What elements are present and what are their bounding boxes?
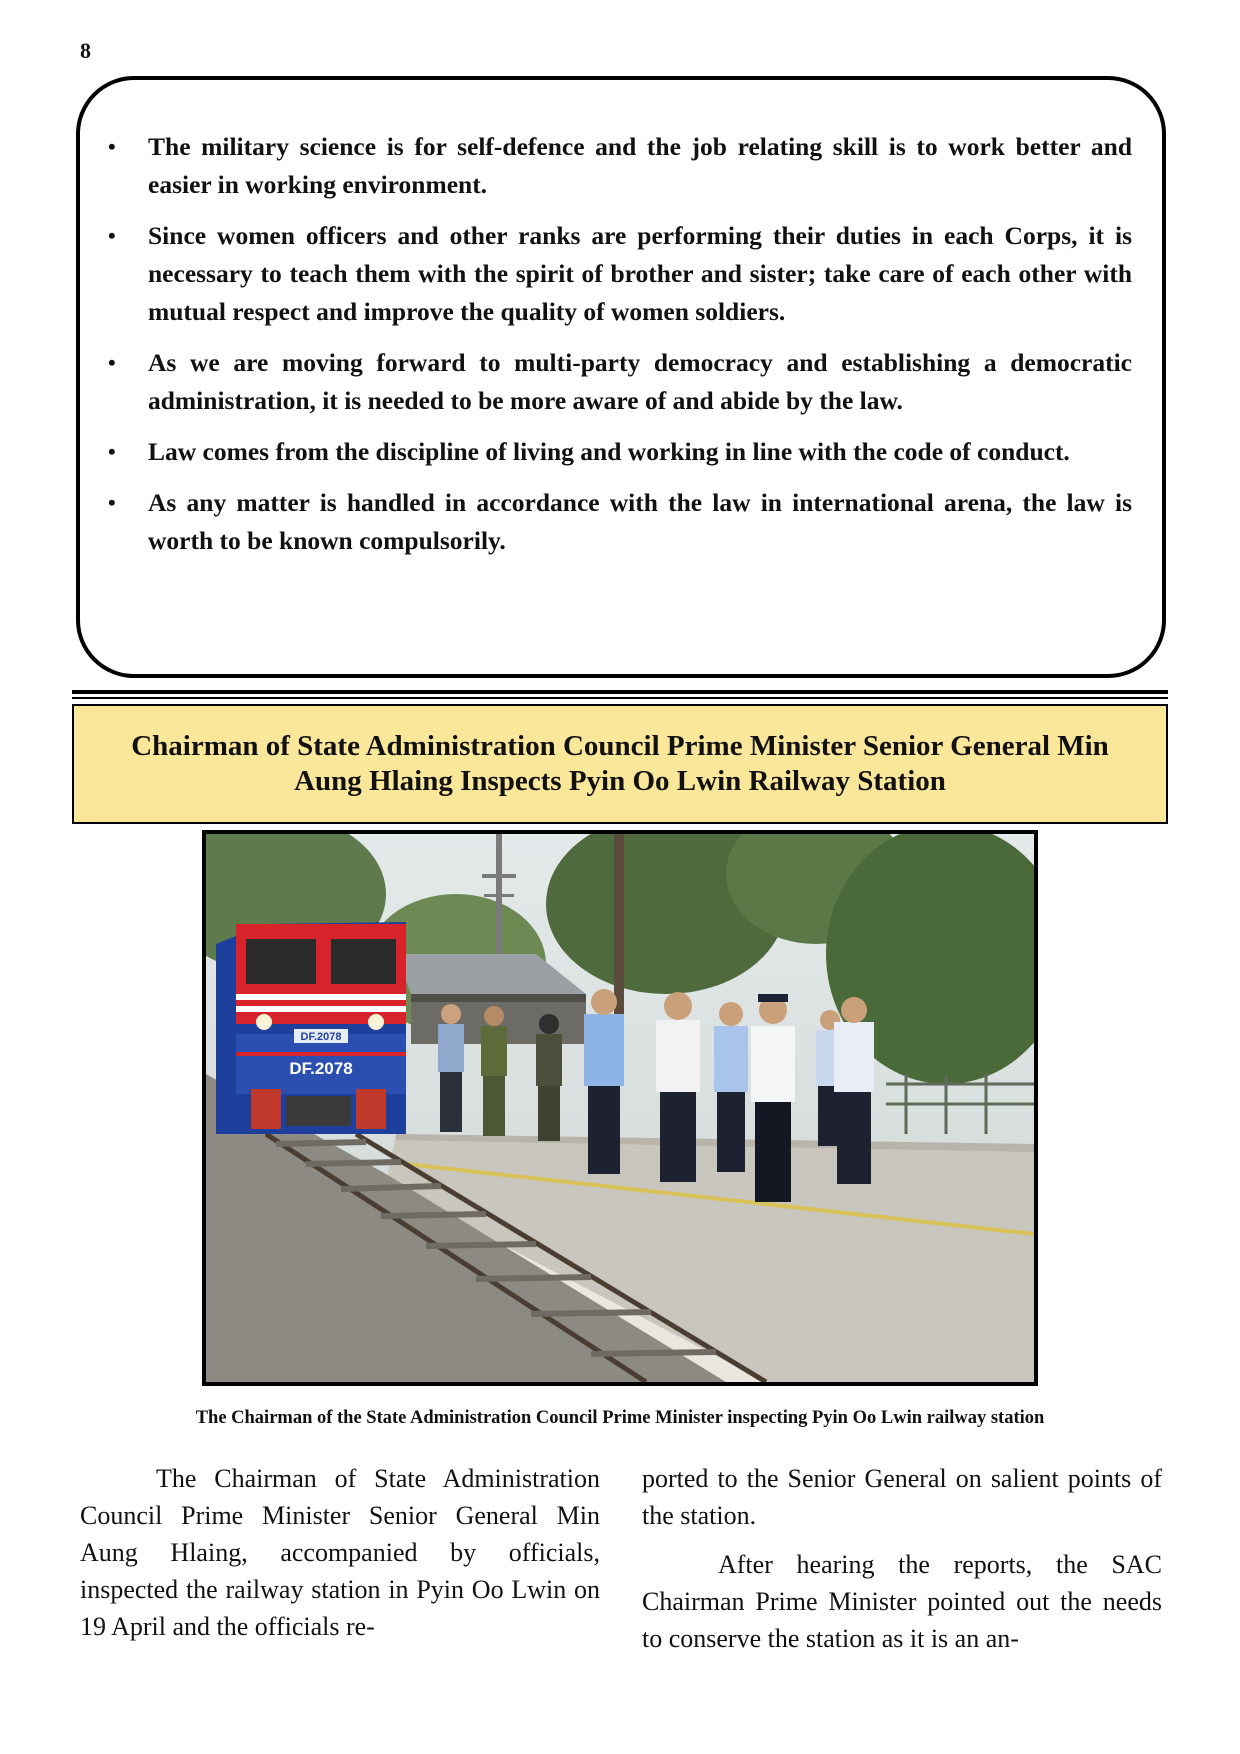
key-point-text: Law comes from the discipline of living and working in line with the code of conduct. bbox=[148, 437, 1070, 466]
locomotive bbox=[216, 922, 406, 1134]
article-paragraph: After hearing the reports, the SAC Chairman Prime Minister pointed out the needs to conserve the station as it is an an- bbox=[642, 1550, 1162, 1653]
loco-number-plate-top: DF.2078 bbox=[300, 1031, 342, 1043]
bullet-icon: • bbox=[108, 490, 116, 515]
section-divider-thick bbox=[72, 690, 1168, 694]
photo-caption: The Chairman of the State Administration Council Prime Minister inspecting Pyin Oo Lwin railway station bbox=[195, 1408, 1045, 1428]
key-point-text: Since women officers and other ranks are performing their duties in each Corps, it is necessary to teach them with the spirit of brother and sister; take care of each other with mutual respect and improve the quality of women soldiers. bbox=[148, 221, 1132, 326]
article-headline bbox=[72, 704, 1168, 824]
loco-number-front: DF.2078 bbox=[289, 1059, 353, 1078]
article-column-left bbox=[80, 1460, 600, 1645]
key-points-box bbox=[76, 76, 1166, 678]
key-point-item bbox=[80, 433, 1162, 471]
key-point-item bbox=[80, 128, 1162, 204]
key-point-text: As any matter is handled in accordance with the law in international arena, the law is worth to be known compulsorily. bbox=[148, 488, 1132, 555]
key-point-item bbox=[80, 217, 1162, 331]
key-point-item bbox=[80, 484, 1162, 560]
key-point-text: As we are moving forward to multi-party democracy and establishing a democratic administration, it is needed to be more aware of and abide by the law. bbox=[148, 348, 1132, 415]
section-divider-thin bbox=[72, 697, 1168, 699]
bullet-icon: • bbox=[108, 134, 116, 159]
bullet-icon: • bbox=[108, 223, 116, 248]
page-number: 8 bbox=[80, 38, 91, 63]
headline-line-1: Chairman of State Administration Council Prime Minister Senior General Min bbox=[131, 730, 1109, 762]
bullet-icon: • bbox=[108, 350, 116, 375]
article-column-right bbox=[642, 1460, 1162, 1657]
article-paragraph: ported to the Senior General on salient points of the station. bbox=[642, 1464, 1162, 1530]
article-paragraph: The Chairman of State Administration Council Prime Minister Senior General Min Aung Hlaing, accompanied by officials, inspected the railway station in Pyin Oo Lwin on 19 April and the officials re- bbox=[80, 1464, 600, 1641]
photo-illustration bbox=[206, 834, 1034, 1382]
bullet-icon: • bbox=[108, 439, 116, 464]
railway-station-photo bbox=[202, 830, 1038, 1386]
key-points-list bbox=[80, 128, 1162, 573]
key-point-item bbox=[80, 344, 1162, 420]
key-point-text: The military science is for self-defence and the job relating skill is to work better and easier in working environment. bbox=[148, 132, 1132, 199]
headline-line-2: Aung Hlaing Inspects Pyin Oo Lwin Railway Station bbox=[294, 765, 946, 797]
